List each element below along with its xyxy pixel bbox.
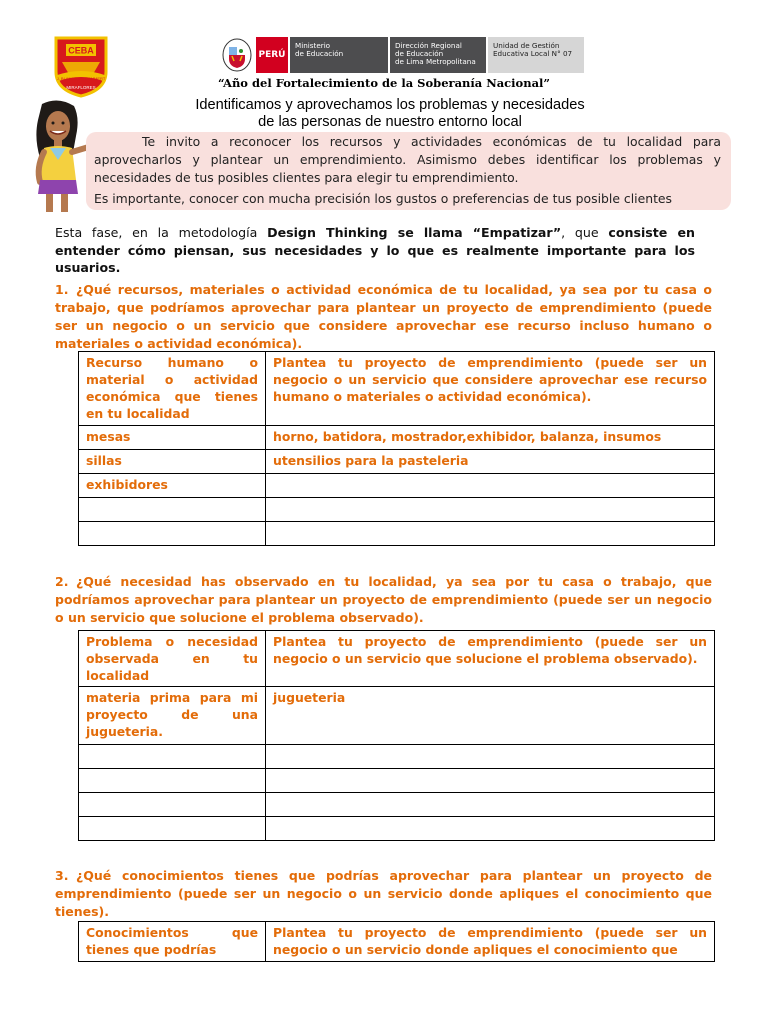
question-2 bbox=[55, 573, 712, 627]
table-cell[interactable] bbox=[79, 817, 266, 841]
question-1 bbox=[55, 281, 712, 353]
peru-label: PERÚ bbox=[256, 37, 288, 73]
intro-paragraph-1: Te invito a reconocer los recursos y actividades económicas de tu localidad para aprovecharlos y plantear un emprendimiento. Asimismo debes identificar los problemas y necesidades de tus posibles clientes para elegir tu emprendimiento. bbox=[94, 134, 721, 185]
table-cell[interactable] bbox=[79, 745, 266, 769]
table-cell[interactable] bbox=[266, 474, 715, 498]
table-cell[interactable] bbox=[266, 745, 715, 769]
table-cell[interactable] bbox=[79, 498, 266, 522]
lead-part-a: Esta fase, en la metodología bbox=[55, 225, 268, 240]
table-question-1 bbox=[78, 351, 715, 546]
intro-paragraph-2: Es importante, conocer con mucha precisión los gustos o preferencias de tus posible clientes bbox=[94, 191, 673, 206]
table-cell[interactable] bbox=[79, 769, 266, 793]
lead-part-b: Design Thinking se llama “Empatizar” bbox=[267, 225, 562, 240]
table-row bbox=[79, 817, 715, 841]
table-cell[interactable]: exhibidores bbox=[79, 474, 266, 498]
table-row bbox=[79, 498, 715, 522]
regional-direction-label: Dirección Regional de Educación de Lima Metropolitana bbox=[390, 37, 486, 73]
page-title-line-1: Identificamos y aprovechamos los problemas y necesidades bbox=[195, 97, 585, 113]
table-cell[interactable] bbox=[266, 498, 715, 522]
ceba-logo-place: MIRAFLORES bbox=[66, 85, 96, 90]
table-cell[interactable]: jugueteria bbox=[266, 687, 715, 745]
lead-part-c: , que bbox=[561, 225, 609, 240]
question-3 bbox=[55, 867, 712, 921]
table-cell[interactable]: materia prima para mi proyecto de una jugueteria. bbox=[79, 687, 266, 745]
table-row bbox=[79, 745, 715, 769]
table-cell[interactable]: mesas bbox=[79, 426, 266, 450]
question-1-text: ¿Qué recursos, materiales o actividad económica de tu localidad, ya sea por tu casa o trabajo, que podríamos aprovechar para plantear un proyecto de emprendimiento (puede ser un negocio o un servicio que considere aprovechar ese recurso incluso humano o materiales o actividad económica). bbox=[55, 282, 712, 351]
ceba-logo-name: J. BLANCO DE DAMMERT bbox=[56, 76, 106, 81]
table-row bbox=[79, 474, 715, 498]
table-cell[interactable] bbox=[79, 793, 266, 817]
question-2-number: 2. bbox=[55, 574, 69, 589]
ugel-label: Unidad de Gestión Educativa Local N° 07 bbox=[488, 37, 584, 73]
table-cell[interactable] bbox=[266, 769, 715, 793]
table-cell[interactable] bbox=[79, 522, 266, 546]
table-question-2 bbox=[78, 630, 715, 841]
ceba-logo-top-text: CEBA bbox=[68, 45, 94, 56]
question-3-text: ¿Qué conocimientos tienes que podrías aprovechar para plantear un proyecto de emprendimiento (puede ser un negocio o un servicio donde apliques el conocimiento que tienes). bbox=[55, 868, 712, 919]
table-row bbox=[79, 450, 715, 474]
table-3-header-col-1: Conocimientos que tienes que podrías bbox=[79, 922, 266, 962]
lead-part-d: consiste en entender cómo piensan, sus necesidades y lo que es realmente importante para los usuarios. bbox=[55, 225, 695, 275]
table-1-header-col-1: Recurso humano o material o actividad económica que tienes en tu localidad bbox=[79, 352, 266, 426]
table-row bbox=[79, 426, 715, 450]
table-row bbox=[79, 687, 715, 745]
ministry-label: Ministerio de Educación bbox=[290, 37, 388, 73]
table-row bbox=[79, 793, 715, 817]
table-2-header-col-2: Plantea tu proyecto de emprendimiento (puede ser un negocio o un servicio que solucione el problema observado). bbox=[266, 631, 715, 687]
table-row bbox=[79, 522, 715, 546]
table-question-3 bbox=[78, 921, 715, 962]
table-2-header-col-1: Problema o necesidad observada en tu localidad bbox=[79, 631, 266, 687]
peru-shield-icon bbox=[220, 37, 254, 73]
government-logo-bar bbox=[220, 37, 584, 73]
table-cell[interactable]: utensilios para la pasteleria bbox=[266, 450, 715, 474]
table-cell[interactable] bbox=[266, 817, 715, 841]
question-1-number: 1. bbox=[55, 282, 69, 297]
table-cell[interactable]: sillas bbox=[79, 450, 266, 474]
table-cell[interactable] bbox=[266, 793, 715, 817]
year-motto: “Año del Fortalecimiento de la Soberanía Nacional” bbox=[217, 76, 551, 90]
design-thinking-paragraph bbox=[55, 224, 695, 277]
question-3-number: 3. bbox=[55, 868, 69, 883]
table-cell[interactable] bbox=[266, 522, 715, 546]
question-2-text: ¿Qué necesidad has observado en tu localidad, ya sea por tu casa o trabajo, que podríamos aprovechar para plantear un proyecto de emprendimiento (puede ser un negocio o un servicio que solucione el problema observado). bbox=[55, 574, 712, 625]
table-1-header-col-2: Plantea tu proyecto de emprendimiento (puede ser un negocio o un servicio que considere aprovechar ese recurso humano o materiales o actividad económica). bbox=[266, 352, 715, 426]
page-title-line-2: de las personas de nuestro entorno local bbox=[258, 114, 522, 130]
table-3-header-col-2: Plantea tu proyecto de emprendimiento (puede ser un negocio o un servicio donde apliques el conocimiento que bbox=[266, 922, 715, 962]
table-cell[interactable]: horno, batidora, mostrador,exhibidor, balanza, insumos bbox=[266, 426, 715, 450]
table-row bbox=[79, 769, 715, 793]
